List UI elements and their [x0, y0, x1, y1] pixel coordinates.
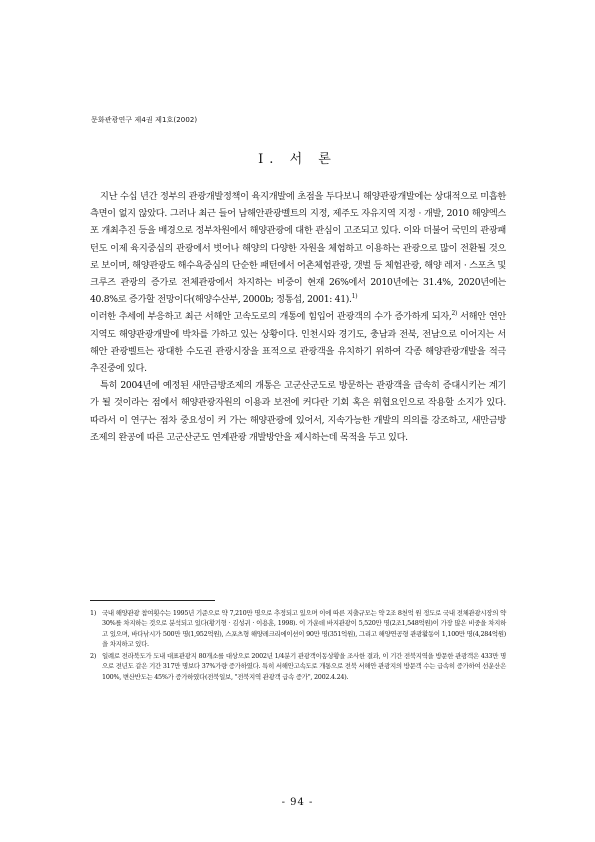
running-head: 문화관광연구 제4권 제1호(2002) [91, 116, 198, 124]
paragraph-text: 지난 수십 년간 정부의 관광개발정책이 육지개발에 초점을 두다보니 해양관광개발에는 상대적으로 미흡한 측면이 없지 않았다. 그러나 최근 들어 남해안관광벨트의 지정, 제주도 자유지역 지정 · 개발, 2010 해양엑스포 개최추진 등을 배경으로 정부차원에서 해양관광에 대한 관심이 고조되고 있다. 이와 더불어 국민의 관광패턴도 이제 육지중심의 관광에서 벗어나 해양의 다양한 자원을 체험하고 이용하는 관광으로 많이 전환될 것으로 보이며, 해양관광도 해수욕중심의 단순한 패턴에서 어촌체험관광, 갯벌 등 체험관광, 해양 레저 · 스포츠 및 크루즈 관광의 증가로 전체관광에서 차지하는 비중이 현재 26%에서 2010년에는 31.4%, 2020년에는 40.8%로 증가할 전망이다(해양수산부, 2000b; 정통섭, 2001: 41). [90, 191, 506, 306]
paragraph [90, 308, 506, 377]
footnotes [90, 608, 506, 684]
footnote-number: 1) [90, 609, 97, 617]
footnote-divider [90, 600, 215, 601]
section-title: Ⅰ. 서 론 [258, 152, 337, 167]
footnote [90, 608, 506, 649]
paragraph-text: 서해안 연안지역도 해양관광개발에 박차를 가하고 있는 상황이다. 인천시와 경기도, 충남과 전북, 전남으로 이어지는 서해안 관광벨트는 광대한 수도권 관광시장을 표적으로 관광객을 유치하기 위하여 각종 해양관광개발을 적극 추진중에 있다. [90, 311, 506, 375]
body-text [90, 188, 506, 446]
footnote-number: 2) [90, 652, 97, 661]
footnote-ref: 2) [451, 310, 458, 318]
paragraph-text: 이러한 추세에 부응하고 최근 서해안 고속도로의 개통에 힘입어 관광객의 수가 증가하게 되자, [90, 311, 452, 323]
paragraph [90, 377, 506, 446]
page-number: - 94 - [281, 797, 314, 808]
paragraph-text: 특히 2004년에 예정된 새만금방조제의 개통은 고군산군도로 방문하는 관광객을 급속히 증대시키는 계기가 될 것이라는 점에서 해양관광자원의 이용과 보전에 커다란 기회 혹은 위협요인으로 작용할 소지가 있다. 따라서 이 연구는 점차 중요성이 커 가는 해양관광에 있어서, 지속가능한 개발의 의의를 강조하고, 새만금방조제의 완공에 따른 고군산군도 연계관광 개발방안을 제시하는데 목적을 두고 있다. [90, 380, 506, 443]
paragraph [90, 188, 506, 308]
footnote-text: 국내 해양관광 참여횟수는 1995년 기준으로 약 7,210만 명으로 추정되고 있으며 이에 따른 지출규모는 약 2조 8천억 원 정도로 국내 전체관광시장의 약 30%를 차지하는 것으로 분석되고 있다(황기형 · 김성귀 · 이용훈, 1998). 이 가운데 바지관광이 5,520만 명(2조1,548억원)이 가장 많은 비중을 차지하고 있으며, 바다낚시가 500만 명(1,952억원), 스포츠형 해양레크리에이션이 90만 명(351억원), 그리고 해양연공형 관광활동이 1,100만 명(4,284억원)을 차지하고 있다. [102, 609, 506, 648]
footnote-text: 일례로 전라북도가 도내 대표관광지 80개소를 대상으로 2002년 1/4분기 관광객이동상황을 조사한 결과, 이 기간 전북지역을 방문한 관광객은 433만 명으로 전년도 같은 기간 317만 명보다 37%가량 증가하였다. 특히 서해안고속도로 개통으로 전북 서해안 관광지의 방문객 수는 급속히 증가하여 선운산은 100%, 변산반도는 45%가 증가하였다(전북일보, "전북지역 관광객 급속 증가", 2002.4.24). [102, 652, 506, 681]
footnote-ref: 1) [351, 293, 358, 301]
footnote [90, 651, 506, 682]
